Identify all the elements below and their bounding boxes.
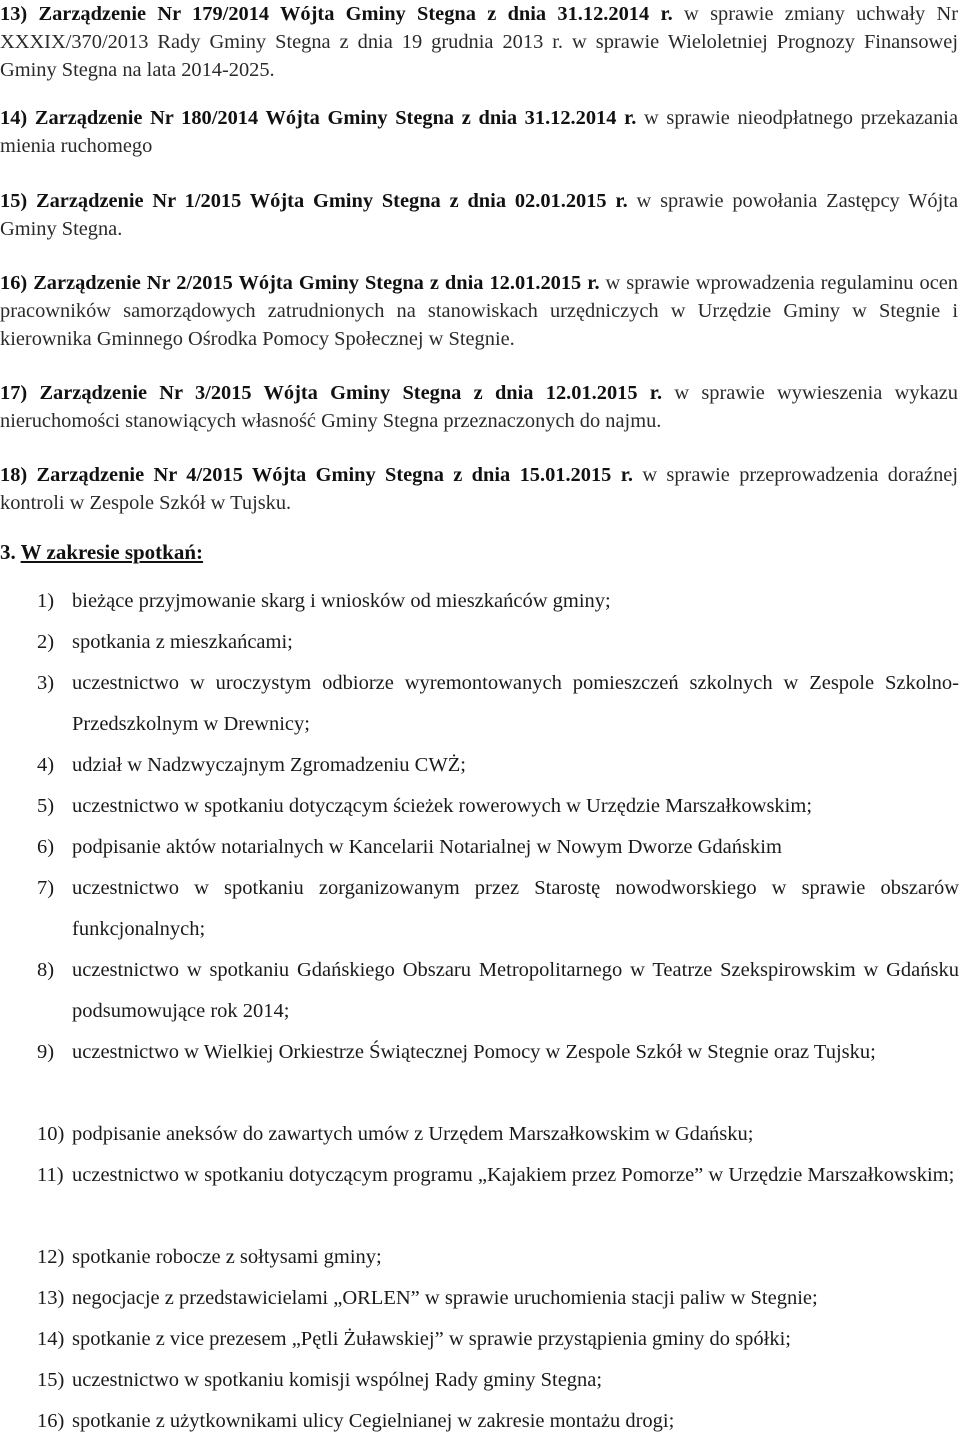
ordinance-heading: 15) Zarządzenie Nr 1/2015 Wójta Gminy Stegna z dnia 02.01.2015 r. — [0, 190, 628, 212]
ordinance-description: w sprawie zmiany uchwały Nr XXXIX/370/2013 Rady Gminy Stegna z dnia 19 grudnia 2013 r. w sprawie Wieloletniej Prognozy Finansowej Gminy Stegna na lata 2014-2025. — [0, 3, 958, 81]
ordinance-heading: 17) Zarządzenie Nr 3/2015 Wójta Gminy Stegna z dnia 12.01.2015 r. — [0, 382, 663, 404]
ordinance-item-17 — [0, 379, 958, 435]
list-item-text: uczestnictwo w spotkaniu Gdańskiego Obszaru Metropolitarnego w Teatrze Szekspirowskim w Gdańsku podsumowujące rok 2014; — [72, 959, 959, 1022]
list-item-text: uczestnictwo w Wielkiej Orkiestrze Świątecznej Pomocy w Zespole Szkół w Stegnie oraz Tujsku; — [72, 1041, 876, 1063]
list-item-text: bieżące przyjmowanie skarg i wniosków od mieszkańców gminy; — [72, 590, 611, 612]
ordinance-description: w sprawie nieodpłatnego przekazania mienia ruchomego — [0, 107, 959, 157]
list-item-text: podpisanie aneksów do zawartych umów z Urzędem Marszałkowskim w Gdańsku; — [72, 1123, 754, 1145]
list-item-number: 10) — [37, 1123, 65, 1145]
ordinance-item-15 — [0, 187, 958, 243]
list-item-number: 15) — [37, 1369, 65, 1391]
list-item-number: 9) — [37, 1041, 55, 1063]
section-label: W zakresie spotkań: — [20, 540, 204, 564]
ordinance-item-16 — [0, 269, 958, 353]
list-item-number: 12) — [37, 1246, 65, 1268]
list-item-number: 14) — [37, 1328, 65, 1350]
list-item-number: 16) — [37, 1410, 65, 1432]
list-item-text: udział w Nadzwyczajnym Zgromadzeniu CWŻ; — [72, 754, 466, 776]
ordinance-heading: 14) Zarządzenie Nr 180/2014 Wójta Gminy Stegna z dnia 31.12.2014 r. — [0, 107, 637, 129]
list-item-number: 7) — [37, 877, 55, 899]
list-item-text: negocjacje z przedstawicielami „ORLEN” w sprawie uruchomienia stacji paliw w Stegnie; — [72, 1287, 818, 1309]
list-item-text: uczestnictwo w spotkaniu dotyczącym programu „Kajakiem przez Pomorze” w Urzędzie Marszałkowskim; — [72, 1164, 955, 1186]
list-item-text: spotkanie robocze z sołtysami gminy; — [72, 1246, 382, 1268]
list-item-text: spotkanie z użytkownikami ulicy Cegielnianej w zakresie montażu drogi; — [72, 1410, 675, 1432]
list-item-number: 4) — [37, 754, 55, 776]
list-item-text: uczestnictwo w spotkaniu dotyczącym ścieżek rowerowych w Urzędzie Marszałkowskim; — [72, 795, 813, 817]
ordinance-description: w sprawie powołania Zastępcy Wójta Gminy Stegna. — [0, 190, 958, 240]
list-item-text: uczestnictwo w spotkaniu zorganizowanym przez Starostę nowodworskiego w sprawie obszarów funkcjonalnych; — [72, 877, 959, 940]
section-heading — [0, 538, 203, 566]
list-item-text: uczestnictwo w spotkaniu komisji wspólnej Rady gminy Stegna; — [72, 1369, 603, 1391]
ordinance-heading: 18) Zarządzenie Nr 4/2015 Wójta Gminy Stegna z dnia 15.01.2015 r. — [0, 464, 633, 486]
ordinance-description: w sprawie przeprowadzenia doraźnej kontroli w Zespole Szkół w Tujsku. — [0, 464, 958, 514]
ordinance-heading: 13) Zarządzenie Nr 179/2014 Wójta Gminy Stegna z dnia 31.12.2014 r. — [0, 3, 673, 25]
ordinance-item-13 — [0, 0, 958, 84]
list-item-number: 5) — [37, 795, 55, 817]
ordinance-item-18 — [0, 461, 958, 517]
list-item-text: podpisanie aktów notarialnych w Kancelarii Notarialnej w Nowym Dworze Gdańskim — [72, 836, 782, 858]
list-item-number: 3) — [37, 672, 55, 694]
list-item-number: 11) — [37, 1164, 64, 1186]
list-item-number: 13) — [37, 1287, 65, 1309]
ordinance-description: w sprawie wywieszenia wykazu nieruchomości stanowiących własność Gminy Stegna przeznaczonych do najmu. — [0, 382, 959, 432]
list-item-number: 6) — [37, 836, 55, 858]
list-item-text: spotkania z mieszkańcami; — [72, 631, 293, 653]
list-item-number: 2) — [37, 631, 55, 653]
list-item-text: spotkanie z vice prezesem „Pętli Żuławskiej” w sprawie przystąpienia gminy do spółki; — [72, 1328, 792, 1350]
ordinance-description: w sprawie wprowadzenia regulaminu ocen pracowników samorządowych zatrudnionych na stanowiskach urzędniczych w Urzędzie Gminy w Stegnie i kierownika Gminnego Ośrodka Pomocy Społecznej w Stegnie. — [0, 272, 958, 350]
ordinance-heading: 16) Zarządzenie Nr 2/2015 Wójta Gminy Stegna z dnia 12.01.2015 r. — [0, 272, 600, 294]
ordinance-item-14 — [0, 104, 958, 160]
list-item-number: 1) — [37, 590, 55, 612]
list-item-text: uczestnictwo w uroczystym odbiorze wyremontowanych pomieszczeń szkolnych w Zespole Szkolno-Przedszkolnym w Drewnicy; — [72, 672, 959, 735]
list-item-number: 8) — [37, 959, 55, 981]
section-number: 3. — [0, 540, 16, 564]
